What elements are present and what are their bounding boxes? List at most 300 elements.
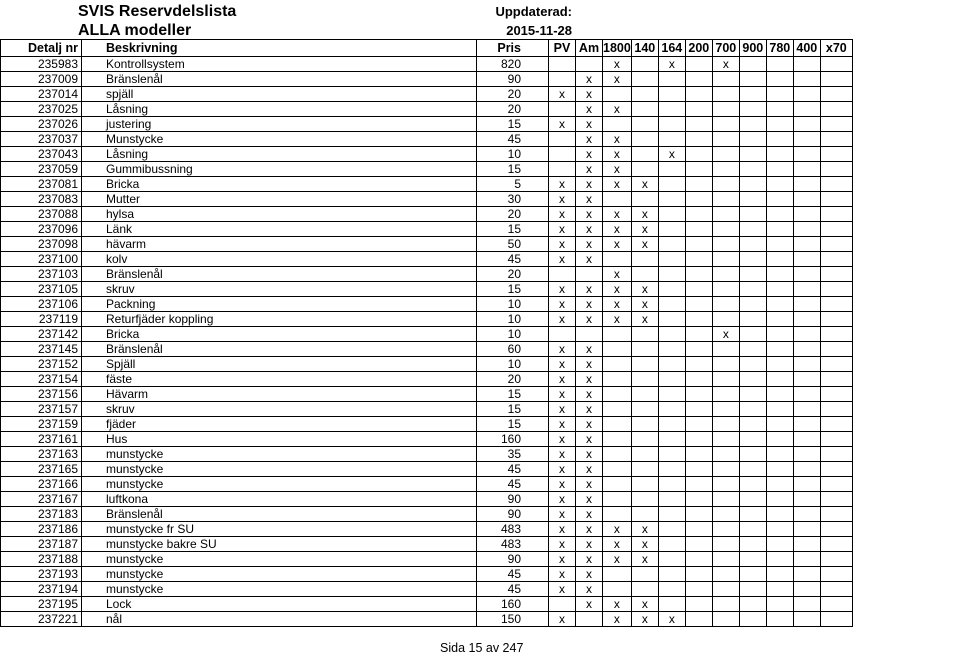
table-row: [1, 432, 853, 447]
model-mark-cell: [631, 462, 658, 477]
price-cell: 90: [477, 552, 549, 567]
model-mark-cell: x: [603, 297, 632, 312]
model-mark-cell: [685, 312, 712, 327]
model-mark-cell: [603, 417, 632, 432]
model-mark-cell: [685, 117, 712, 132]
model-mark-cell: x: [576, 192, 603, 207]
model-mark-cell: x: [549, 342, 576, 357]
model-mark-cell: x: [603, 267, 632, 282]
model-mark-cell: [820, 297, 852, 312]
description-cell: hävarm: [82, 237, 477, 252]
model-mark-cell: x: [549, 567, 576, 582]
model-mark-cell: [685, 132, 712, 147]
model-mark-cell: [658, 447, 685, 462]
model-mark-cell: [712, 237, 739, 252]
description-cell: Bränslenål: [82, 267, 477, 282]
price-cell: 483: [477, 537, 549, 552]
price-cell: 90: [477, 72, 549, 87]
model-mark-cell: x: [549, 552, 576, 567]
table-row: [1, 252, 853, 267]
model-mark-cell: [631, 432, 658, 447]
model-mark-cell: [658, 402, 685, 417]
description-cell: munstycke: [82, 552, 477, 567]
model-mark-cell: x: [631, 612, 658, 627]
model-mark-cell: [712, 117, 739, 132]
model-mark-cell: x: [603, 72, 632, 87]
model-mark-cell: [631, 417, 658, 432]
table-row: [1, 552, 853, 567]
model-mark-cell: [793, 222, 820, 237]
model-mark-cell: x: [576, 552, 603, 567]
model-mark-cell: x: [631, 207, 658, 222]
model-mark-cell: [739, 192, 766, 207]
model-mark-cell: [712, 522, 739, 537]
model-mark-cell: [631, 342, 658, 357]
price-cell: 90: [477, 507, 549, 522]
model-mark-cell: x: [712, 327, 739, 342]
price-cell: 160: [477, 597, 549, 612]
model-mark-cell: [793, 147, 820, 162]
document-subtitle: ALLA modeller: [78, 22, 192, 39]
description-cell: munstycke: [82, 567, 477, 582]
header-row: [1, 40, 853, 57]
table-row: [1, 447, 853, 462]
model-mark-cell: [685, 87, 712, 102]
model-mark-cell: x: [576, 597, 603, 612]
table-header: [1, 40, 853, 57]
model-mark-cell: [739, 537, 766, 552]
model-mark-cell: [712, 477, 739, 492]
model-mark-cell: [739, 252, 766, 267]
column-header: Beskrivning: [82, 40, 477, 57]
model-mark-cell: x: [576, 567, 603, 582]
part-number-cell: 237154: [1, 372, 82, 387]
price-cell: 45: [477, 252, 549, 267]
model-mark-cell: [793, 312, 820, 327]
price-cell: 15: [477, 117, 549, 132]
model-mark-cell: [793, 192, 820, 207]
description-cell: spjäll: [82, 87, 477, 102]
model-mark-cell: [658, 102, 685, 117]
description-cell: munstycke: [82, 447, 477, 462]
model-mark-cell: [739, 417, 766, 432]
model-mark-cell: [793, 477, 820, 492]
model-mark-cell: x: [631, 297, 658, 312]
model-mark-cell: [685, 252, 712, 267]
table-row: [1, 207, 853, 222]
model-mark-cell: x: [576, 162, 603, 177]
model-mark-cell: [793, 102, 820, 117]
model-mark-cell: [766, 552, 793, 567]
model-mark-cell: x: [576, 177, 603, 192]
model-mark-cell: [712, 462, 739, 477]
table-row: [1, 147, 853, 162]
model-mark-cell: [576, 267, 603, 282]
model-mark-cell: [712, 282, 739, 297]
model-mark-cell: [739, 612, 766, 627]
model-mark-cell: [739, 462, 766, 477]
model-mark-cell: [631, 87, 658, 102]
model-mark-cell: [793, 597, 820, 612]
model-mark-cell: [712, 552, 739, 567]
model-mark-cell: [631, 162, 658, 177]
model-mark-cell: [739, 552, 766, 567]
model-mark-cell: x: [603, 312, 632, 327]
model-mark-cell: x: [576, 207, 603, 222]
model-mark-cell: x: [549, 357, 576, 372]
model-mark-cell: [766, 102, 793, 117]
part-number-cell: 237188: [1, 552, 82, 567]
model-mark-cell: [603, 492, 632, 507]
table-row: [1, 87, 853, 102]
model-mark-cell: x: [549, 537, 576, 552]
model-mark-cell: [712, 72, 739, 87]
part-number-cell: 237156: [1, 387, 82, 402]
part-number-cell: 237096: [1, 222, 82, 237]
model-mark-cell: [658, 507, 685, 522]
table-row: [1, 312, 853, 327]
column-header: Detalj nr: [1, 40, 82, 57]
column-header: Am: [576, 40, 603, 57]
model-mark-cell: x: [549, 87, 576, 102]
table-row: [1, 372, 853, 387]
model-mark-cell: [631, 387, 658, 402]
model-mark-cell: [685, 522, 712, 537]
model-mark-cell: x: [549, 612, 576, 627]
model-mark-cell: x: [603, 537, 632, 552]
model-mark-cell: x: [549, 477, 576, 492]
model-mark-cell: x: [631, 222, 658, 237]
model-mark-cell: [793, 267, 820, 282]
description-cell: fäste: [82, 372, 477, 387]
model-mark-cell: [793, 117, 820, 132]
model-mark-cell: [549, 102, 576, 117]
model-mark-cell: x: [549, 447, 576, 462]
model-mark-cell: [712, 402, 739, 417]
table-row: [1, 102, 853, 117]
model-mark-cell: x: [576, 102, 603, 117]
model-mark-cell: [712, 297, 739, 312]
description-cell: fjäder: [82, 417, 477, 432]
model-mark-cell: [793, 252, 820, 267]
price-cell: 15: [477, 222, 549, 237]
model-mark-cell: [739, 402, 766, 417]
model-mark-cell: x: [576, 537, 603, 552]
part-number-cell: 237186: [1, 522, 82, 537]
table-row: [1, 462, 853, 477]
table-row: [1, 342, 853, 357]
model-mark-cell: x: [658, 147, 685, 162]
description-cell: nål: [82, 612, 477, 627]
model-mark-cell: x: [603, 132, 632, 147]
price-cell: 30: [477, 192, 549, 207]
model-mark-cell: [739, 72, 766, 87]
description-cell: Hävarm: [82, 387, 477, 402]
model-mark-cell: [739, 357, 766, 372]
model-mark-cell: [793, 507, 820, 522]
model-mark-cell: [766, 582, 793, 597]
model-mark-cell: x: [576, 477, 603, 492]
model-mark-cell: [793, 387, 820, 402]
model-mark-cell: [549, 72, 576, 87]
model-mark-cell: [658, 72, 685, 87]
model-mark-cell: [685, 207, 712, 222]
part-number-cell: 237183: [1, 507, 82, 522]
model-mark-cell: [712, 372, 739, 387]
model-mark-cell: [658, 552, 685, 567]
model-mark-cell: [739, 87, 766, 102]
model-mark-cell: [631, 507, 658, 522]
table-row: [1, 237, 853, 252]
model-mark-cell: [658, 357, 685, 372]
model-mark-cell: [712, 447, 739, 462]
model-mark-cell: [603, 342, 632, 357]
model-mark-cell: [658, 132, 685, 147]
model-mark-cell: [793, 342, 820, 357]
table-row: [1, 492, 853, 507]
model-mark-cell: [685, 222, 712, 237]
model-mark-cell: [712, 102, 739, 117]
model-mark-cell: [658, 477, 685, 492]
page-number: Sida 15 av 247: [440, 641, 524, 655]
price-cell: 20: [477, 87, 549, 102]
document-title: SVIS Reservdelslista: [78, 3, 237, 20]
model-mark-cell: [739, 207, 766, 222]
model-mark-cell: [658, 582, 685, 597]
model-mark-cell: [766, 612, 793, 627]
description-cell: Låsning: [82, 102, 477, 117]
model-mark-cell: [712, 357, 739, 372]
model-mark-cell: [820, 117, 852, 132]
model-mark-cell: [739, 432, 766, 447]
model-mark-cell: [793, 492, 820, 507]
part-number-cell: 237106: [1, 297, 82, 312]
part-number-cell: 237161: [1, 432, 82, 447]
model-mark-cell: [820, 207, 852, 222]
model-mark-cell: [739, 342, 766, 357]
model-mark-cell: [631, 327, 658, 342]
model-mark-cell: [820, 132, 852, 147]
model-mark-cell: [739, 237, 766, 252]
description-cell: Länk: [82, 222, 477, 237]
model-mark-cell: [631, 492, 658, 507]
model-mark-cell: [631, 477, 658, 492]
model-mark-cell: [739, 447, 766, 462]
model-mark-cell: [793, 327, 820, 342]
model-mark-cell: [631, 147, 658, 162]
model-mark-cell: [739, 597, 766, 612]
model-mark-cell: [549, 267, 576, 282]
model-mark-cell: [820, 507, 852, 522]
model-mark-cell: [766, 72, 793, 87]
description-cell: Låsning: [82, 147, 477, 162]
model-mark-cell: [549, 162, 576, 177]
model-mark-cell: x: [549, 282, 576, 297]
model-mark-cell: [766, 252, 793, 267]
table-row: [1, 72, 853, 87]
model-mark-cell: [685, 552, 712, 567]
model-mark-cell: [712, 267, 739, 282]
table-row: [1, 162, 853, 177]
model-mark-cell: [820, 282, 852, 297]
model-mark-cell: [603, 192, 632, 207]
model-mark-cell: x: [549, 387, 576, 402]
part-number-cell: 237221: [1, 612, 82, 627]
column-header: x70: [820, 40, 852, 57]
model-mark-cell: [820, 312, 852, 327]
model-mark-cell: x: [603, 102, 632, 117]
model-mark-cell: [766, 402, 793, 417]
model-mark-cell: [658, 267, 685, 282]
model-mark-cell: [820, 597, 852, 612]
part-number-cell: 237037: [1, 132, 82, 147]
model-mark-cell: [820, 417, 852, 432]
description-cell: Bränslenål: [82, 72, 477, 87]
price-cell: 45: [477, 567, 549, 582]
model-mark-cell: [685, 387, 712, 402]
model-mark-cell: [820, 552, 852, 567]
model-mark-cell: x: [576, 372, 603, 387]
table-row: [1, 402, 853, 417]
model-mark-cell: [766, 147, 793, 162]
part-number-cell: 237166: [1, 477, 82, 492]
price-cell: 483: [477, 522, 549, 537]
model-mark-cell: [793, 57, 820, 72]
model-mark-cell: [658, 537, 685, 552]
model-mark-cell: [685, 567, 712, 582]
model-mark-cell: [820, 342, 852, 357]
model-mark-cell: x: [576, 297, 603, 312]
model-mark-cell: [820, 267, 852, 282]
model-mark-cell: x: [549, 402, 576, 417]
model-mark-cell: [820, 327, 852, 342]
model-mark-cell: [685, 57, 712, 72]
model-mark-cell: [603, 252, 632, 267]
column-header: 400: [793, 40, 820, 57]
model-mark-cell: [793, 612, 820, 627]
table-row: [1, 327, 853, 342]
model-mark-cell: [766, 297, 793, 312]
model-mark-cell: [820, 447, 852, 462]
model-mark-cell: [739, 582, 766, 597]
price-cell: 10: [477, 297, 549, 312]
table-body: [1, 57, 853, 627]
model-mark-cell: [712, 597, 739, 612]
model-mark-cell: [739, 117, 766, 132]
model-mark-cell: [631, 132, 658, 147]
model-mark-cell: [820, 477, 852, 492]
model-mark-cell: [820, 252, 852, 267]
description-cell: hylsa: [82, 207, 477, 222]
model-mark-cell: [739, 492, 766, 507]
description-cell: luftkona: [82, 492, 477, 507]
part-number-cell: 237142: [1, 327, 82, 342]
model-mark-cell: [820, 537, 852, 552]
model-mark-cell: [766, 237, 793, 252]
price-cell: 50: [477, 237, 549, 252]
model-mark-cell: [658, 492, 685, 507]
description-cell: Bricka: [82, 177, 477, 192]
description-cell: kolv: [82, 252, 477, 267]
model-mark-cell: [766, 432, 793, 447]
model-mark-cell: [658, 312, 685, 327]
model-mark-cell: x: [549, 222, 576, 237]
price-cell: 150: [477, 612, 549, 627]
price-cell: 15: [477, 402, 549, 417]
column-header: 700: [712, 40, 739, 57]
price-cell: 60: [477, 342, 549, 357]
model-mark-cell: [685, 327, 712, 342]
part-number-cell: 237083: [1, 192, 82, 207]
model-mark-cell: x: [549, 177, 576, 192]
part-number-cell: 237195: [1, 597, 82, 612]
model-mark-cell: [658, 387, 685, 402]
model-mark-cell: [685, 147, 712, 162]
description-cell: Kontrollsystem: [82, 57, 477, 72]
model-mark-cell: [576, 57, 603, 72]
table-row: [1, 477, 853, 492]
model-mark-cell: [712, 492, 739, 507]
model-mark-cell: [820, 72, 852, 87]
table-row: [1, 612, 853, 627]
column-header: 164: [658, 40, 685, 57]
part-number-cell: 237193: [1, 567, 82, 582]
part-number-cell: 237043: [1, 147, 82, 162]
model-mark-cell: [603, 507, 632, 522]
model-mark-cell: [712, 507, 739, 522]
model-mark-cell: x: [576, 507, 603, 522]
model-mark-cell: [685, 537, 712, 552]
model-mark-cell: [793, 357, 820, 372]
model-mark-cell: [793, 372, 820, 387]
model-mark-cell: [739, 132, 766, 147]
updated-label: Uppdaterad:: [495, 4, 572, 19]
description-cell: Returfjäder koppling: [82, 312, 477, 327]
model-mark-cell: [739, 372, 766, 387]
model-mark-cell: [685, 72, 712, 87]
model-mark-cell: [685, 237, 712, 252]
description-cell: Bränslenål: [82, 342, 477, 357]
model-mark-cell: [712, 132, 739, 147]
model-mark-cell: [685, 177, 712, 192]
model-mark-cell: [658, 177, 685, 192]
model-mark-cell: [820, 147, 852, 162]
model-mark-cell: [766, 267, 793, 282]
model-mark-cell: [658, 162, 685, 177]
price-cell: 160: [477, 432, 549, 447]
model-mark-cell: [712, 432, 739, 447]
model-mark-cell: [793, 72, 820, 87]
description-cell: Gummibussning: [82, 162, 477, 177]
description-cell: Hus: [82, 432, 477, 447]
model-mark-cell: [603, 567, 632, 582]
table-row: [1, 222, 853, 237]
model-mark-cell: [712, 417, 739, 432]
model-mark-cell: [820, 357, 852, 372]
model-mark-cell: [685, 402, 712, 417]
model-mark-cell: x: [576, 357, 603, 372]
model-mark-cell: [603, 462, 632, 477]
model-mark-cell: [766, 312, 793, 327]
part-number-cell: 237187: [1, 537, 82, 552]
price-cell: 20: [477, 267, 549, 282]
model-mark-cell: [766, 357, 793, 372]
model-mark-cell: [685, 372, 712, 387]
model-mark-cell: x: [658, 612, 685, 627]
model-mark-cell: [793, 402, 820, 417]
model-mark-cell: [658, 87, 685, 102]
model-mark-cell: [793, 162, 820, 177]
